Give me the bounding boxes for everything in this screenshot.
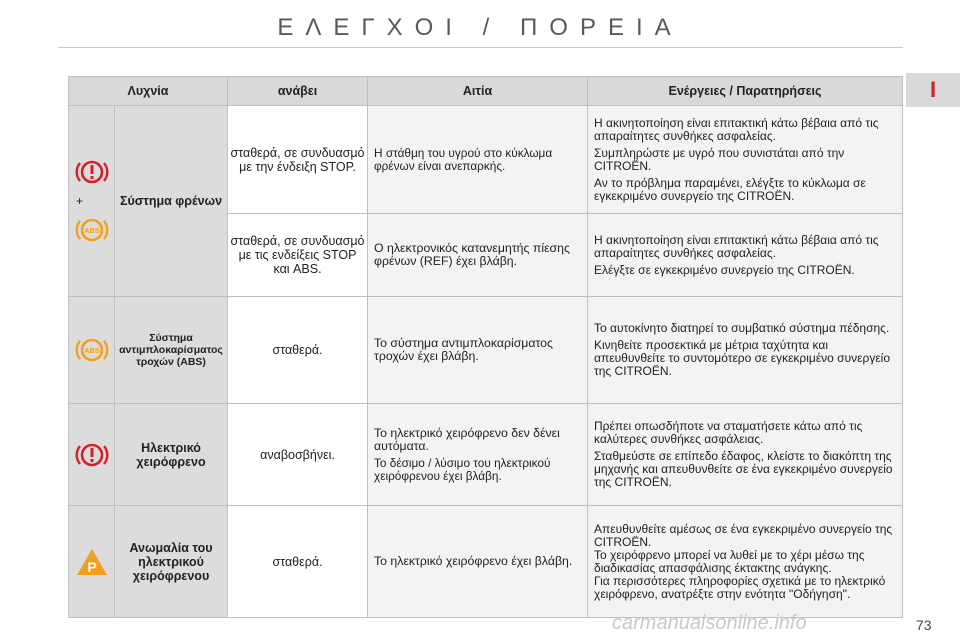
lights-condition: σταθερά, σε συνδυασμό με τις ενδείξεις STOP και ABS.	[228, 214, 368, 297]
lamp-name: Σύστημα αντιμπλοκαρίσματος τροχών (ABS)	[115, 297, 228, 404]
header-cause: Αιτία	[368, 77, 588, 106]
section-tab: I	[906, 73, 960, 107]
action-text: Το αυτοκίνητο διατηρεί το συμβατικό σύστημα πέδησης.	[594, 321, 890, 335]
lights-condition: σταθερά.	[228, 506, 368, 618]
svg-text:P: P	[86, 558, 97, 575]
warning-lights-table	[68, 76, 903, 618]
svg-text:ABS: ABS	[83, 226, 100, 235]
action-text: Σταθμεύστε σε επίπεδο έδαφος, κλείστε το διακόπτη της μηχανής και απευθυνθείτε σε ένα εγκεκριμένο συνεργείο της CITROËN.	[594, 449, 893, 489]
lights-condition: σταθερά, σε συνδυασμό με την ένδειξη STOP.	[228, 106, 368, 214]
causes-cell	[368, 404, 588, 506]
table-row	[69, 506, 903, 618]
header-lamp: Λυχνία	[69, 77, 228, 106]
actions-cell	[588, 297, 903, 404]
cause-text: Ο ηλεκτρονικός κατανεμητής πίεσης φρένων (REF) έχει βλάβη.	[368, 214, 588, 297]
lamp-icons-cell	[69, 506, 115, 618]
plus-sign: +	[76, 194, 84, 208]
cause-text: Η στάθμη του υγρού στο κύκλωμα φρένων είναι ανεπαρκής.	[368, 106, 588, 214]
svg-text:ABS: ABS	[83, 346, 100, 355]
cause-text: Το δέσιμο / λύσιμο του ηλεκτρικού χειρόφρενου έχει βλάβη.	[374, 455, 551, 483]
lights-condition: σταθερά.	[228, 297, 368, 404]
action-text: Για περισσότερες πληροφορίες σχετικά με το ηλεκτρικό χειρόφρενο, ανατρέξτε στην ενότητα "Οδήγηση".	[594, 573, 886, 601]
table-header-row	[69, 77, 903, 106]
abs-amber-icon	[74, 216, 110, 244]
action-text: Η ακινητοποίηση είναι επιτακτική κάτω βέβαια από τις απαραίτητες συνθήκες ασφαλείας.	[594, 232, 879, 260]
header-lights: ανάβει	[228, 77, 368, 106]
table-row	[69, 106, 903, 214]
lights-condition: αναβοσβήνει.	[228, 404, 368, 506]
page-title: ΕΛΕΓΧΟΙ / ΠΟΡΕΙΑ	[277, 14, 683, 41]
action-text: Η ακινητοποίηση είναι επιτακτική κάτω βέβαια από τις απαραίτητες συνθήκες ασφαλείας.	[594, 115, 879, 143]
watermark: carmanualsonline.info	[612, 612, 807, 634]
action-text: Κινηθείτε προσεκτικά με μέτρια ταχύτητα και απευθυνθείτε το συντομότερο σε εγκεκριμένο συνεργείο της CITROËN.	[594, 338, 891, 378]
actions-cell	[588, 404, 903, 506]
table-row	[69, 404, 903, 506]
page-number: 73	[916, 617, 932, 633]
table-row	[69, 297, 903, 404]
parking-brake-fault-amber-icon	[75, 547, 109, 577]
action-text: Το χειρόφρενο μπορεί να λυθεί με το χέρι μέσω της διαδικασίας απασφάλισης έκτακτης ανάγκης.	[594, 547, 865, 575]
cause-text: Το σύστημα αντιμπλοκαρίσματος τροχών έχει βλάβη.	[368, 297, 588, 404]
cause-text: Το ηλεκτρικό χειρόφρενο έχει βλάβη.	[368, 506, 588, 618]
lamp-icons-cell	[69, 106, 115, 297]
abs-amber-icon	[74, 336, 110, 364]
lamp-icons-cell	[69, 297, 115, 404]
action-text: Απευθυνθείτε αμέσως σε ένα εγκεκριμένο συνεργείο της CITROËN.	[594, 521, 893, 549]
actions-cell	[588, 506, 903, 618]
header-actions: Ενέργειες / Παρατηρήσεις	[588, 77, 903, 106]
action-text: Αν το πρόβλημα παραμένει, ελέγξτε το κύκλωμα σε εγκεκριμένο συνεργείο της CITROËN.	[594, 175, 866, 203]
title-divider	[58, 47, 903, 48]
action-text: Συμπληρώστε με υγρό που συνιστάται από την CITROËN.	[594, 145, 845, 173]
lamp-icons-cell	[69, 404, 115, 506]
lamp-name: Ηλεκτρικό χειρόφρενο	[115, 404, 228, 506]
lamp-name: Ανωμαλία του ηλεκτρικού χειρόφρενου	[115, 506, 228, 618]
cause-text: Το ηλεκτρικό χειρόφρενο δεν δένει αυτόματα.	[374, 425, 560, 453]
actions-cell	[588, 214, 903, 297]
actions-cell	[588, 106, 903, 214]
brake-warning-red-icon	[74, 441, 110, 469]
brake-warning-red-icon	[74, 158, 110, 186]
action-text: Πρέπει οπωσδήποτε να σταματήσετε κάτω από τις καλύτερες συνθήκες ασφάλειας.	[594, 419, 863, 446]
lamp-name: Σύστημα φρένων	[115, 106, 228, 297]
action-text: Ελέγξτε σε εγκεκριμένο συνεργείο της CITROËN.	[594, 262, 855, 277]
